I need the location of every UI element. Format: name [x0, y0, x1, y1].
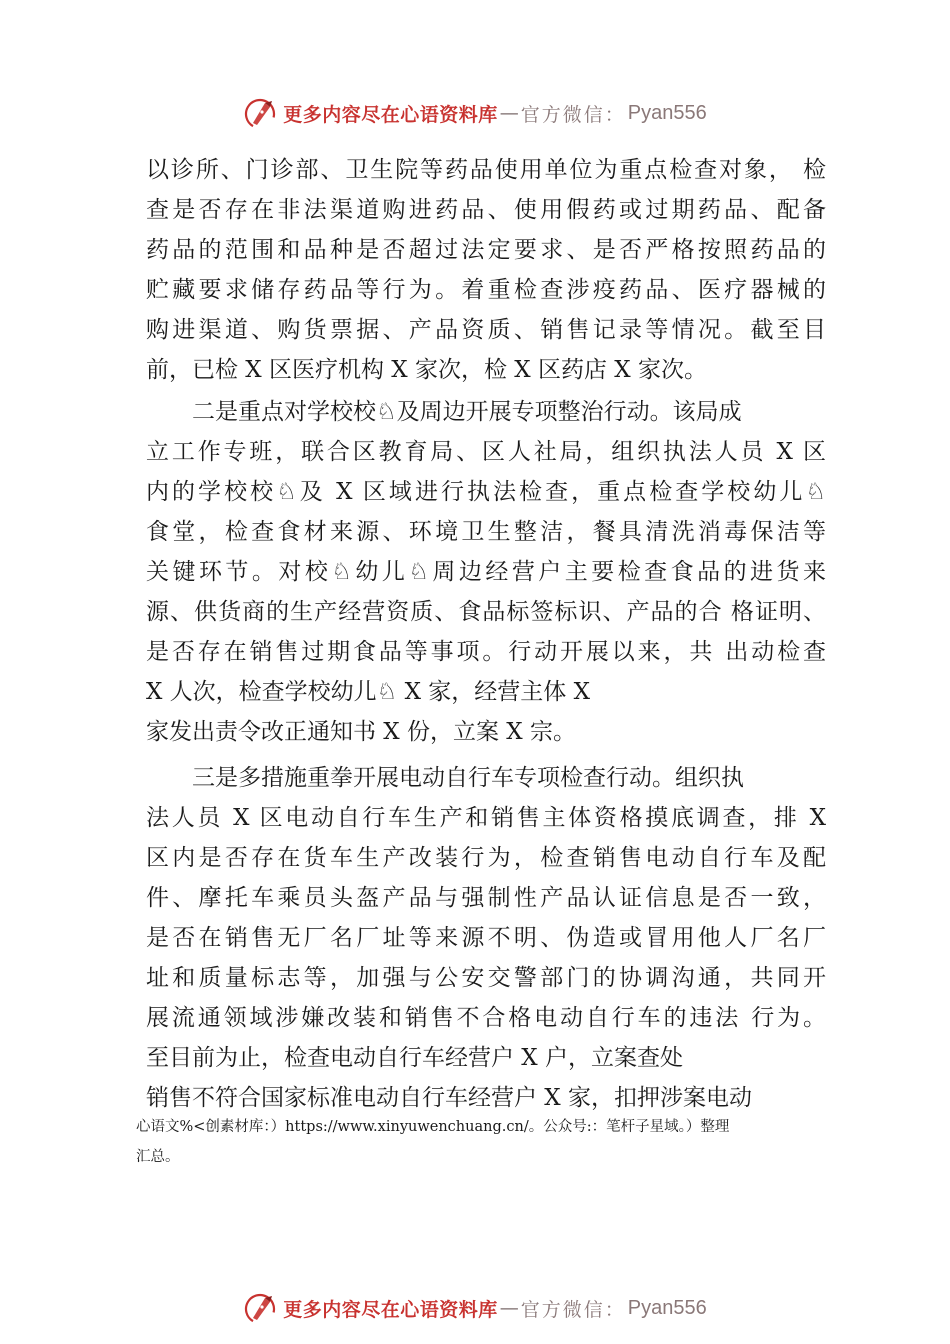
text-line: 家发出责令改正通知书 X 份，立案 X 宗。: [146, 719, 576, 745]
pen-nib-logo-icon: [243, 95, 279, 131]
banner-dash: —: [499, 102, 519, 124]
source-note: [136, 1112, 846, 1172]
document-body: [146, 150, 826, 1118]
text-line: 件、摩托车乘员头盔产品与强制性产品认证信息是否一致，: [146, 885, 826, 911]
text-line: 贮藏要求储存药品等行为。着重检查涉疫药品、医疗器械的: [146, 277, 826, 303]
text-line: 是否在销售无厂名厂址等来源不明、伪造或冒用他人厂名厂: [146, 925, 826, 951]
footer-banner: [0, 1288, 950, 1328]
paragraph-1: [146, 150, 826, 390]
text-line: 销售不符合国家标准电动自行车经营户 X 家，扣押涉案电动: [146, 1085, 752, 1111]
text-line: 法人员 X 区电动自行车生产和销售主体资格摸底调查，排 X: [146, 805, 826, 831]
text-line: 以诊所、门诊部、卫生院等药品使用单位为重点检查对象， 检: [146, 157, 826, 183]
text-line: 前，已检 X 区医疗机构 X 家次，检 X 区药店 X 家次。: [146, 357, 707, 383]
pen-nib-logo-icon: [243, 1290, 279, 1326]
text-line: X 人次，检查学校幼儿♘ X 家，经营主体 X: [146, 679, 590, 705]
banner-gray-text: 官方微信：: [520, 1298, 626, 1321]
banner-wechat-id: Pyan556: [627, 101, 707, 124]
paragraph-2: [146, 392, 826, 752]
text-line: 立工作专班，联合区教育局、区人社局，组织执法人员 X 区: [146, 439, 826, 465]
source-note-line: 汇总。: [136, 1149, 180, 1165]
text-line: 源、供货商的生产经营资质、食品标签标识、产品的合 格证明、: [146, 599, 826, 625]
banner-wechat-id: Pyan556: [627, 1296, 707, 1319]
header-banner: [0, 93, 950, 133]
text-line: 药品的范围和品种是否超过法定要求、是否严格按照药品的: [146, 237, 826, 263]
banner-red-text: 更多内容尽在心语资料库: [283, 103, 498, 126]
text-line: 至目前为止，检查电动自行车经营户 X 户，立案查处: [146, 1045, 683, 1071]
text-line: 关键环节。对校♘幼儿♘周边经营户主要检查食品的进货来: [146, 559, 826, 585]
text-line: 是否存在销售过期食品等事项。行动开展以来，共 出动检查: [146, 639, 826, 665]
text-line: 区内是否存在货车生产改装行为，检查销售电动自行车及配: [146, 845, 826, 871]
banner-dash: —: [499, 1297, 519, 1319]
text-line: 址和质量标志等，加强与公安交警部门的协调沟通，共同开: [146, 965, 826, 991]
text-line: 展流通领域涉嫌改装和销售不合格电动自行车的违法 行为。: [146, 1005, 826, 1031]
text-line: 三是多措施重拳开展电动自行车专项检查行动。组织执: [192, 765, 744, 791]
banner-red-text: 更多内容尽在心语资料库: [283, 1298, 498, 1321]
text-line: 二是重点对学校校♘及周边开展专项整治行动。该局成: [192, 399, 742, 425]
text-line: 购进渠道、购货票据、产品资质、销售记录等情况。截至目: [146, 317, 826, 343]
text-line: 查是否存在非法渠道购进药品、使用假药或过期药品、配备: [146, 197, 826, 223]
text-line: 食堂，检查食材来源、环境卫生整洁，餐具清洗消毒保洁等: [146, 519, 826, 545]
text-line: 内的学校校♘及 X 区域进行执法检查，重点检查学校幼儿♘: [146, 479, 826, 505]
source-note-line: 心语文%<创素材库：）https://www.xinyuwenchuang.cn/。公众号:：笔杆子星域。）整理: [136, 1119, 730, 1135]
banner-gray-text: 官方微信：: [520, 103, 626, 126]
paragraph-3: [146, 758, 826, 1118]
